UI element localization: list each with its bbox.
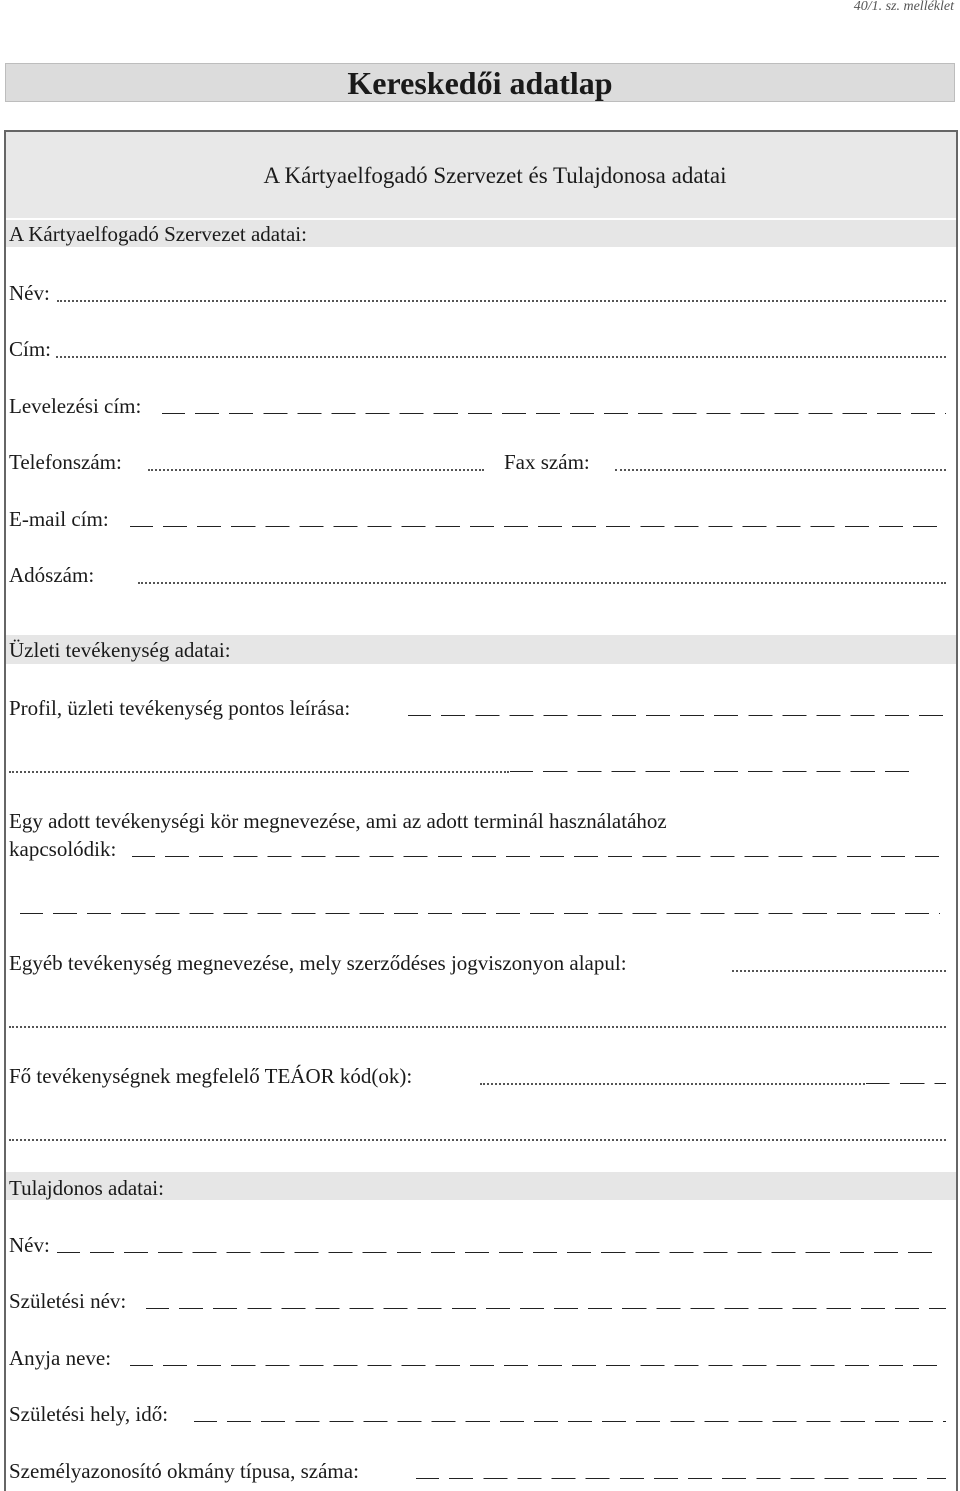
profile-field-line2[interactable] [9,771,509,773]
org-address-field[interactable] [56,356,946,358]
org-section-label: A Kártyaelfogadó Szervezet adatai: [9,222,307,246]
birth-name-field[interactable] [146,1308,946,1309]
phone-label: Telefonszám: [9,450,122,474]
mother-name-label: Anyja neve: [9,1346,112,1370]
terminal-activity-label: Egy adott tevékenységi kör megnevezése, ami az adott terminál használatához [9,809,667,833]
email-label: E-mail cím: [9,507,109,531]
teaor-label: Fő tevékenységnek megfelelő TEÁOR kód(ok): [9,1064,413,1088]
teaor-field-2[interactable] [9,1139,946,1141]
terminal-activity-label-2: kapcsolódik: [9,837,117,861]
profile-field[interactable] [408,715,946,716]
owner-section-label: Tulajdonos adatai: [9,1176,164,1200]
owner-name-field[interactable] [57,1252,940,1253]
id-document-field[interactable] [416,1478,946,1479]
org-name-label: Név: [9,281,50,305]
mail-address-label: Levelezési cím: [9,394,142,418]
fax-field[interactable] [615,469,946,471]
profile-label: Profil, üzleti tevékenység pontos leírása: [9,696,351,720]
email-field[interactable] [130,526,946,527]
teaor-field[interactable] [480,1083,865,1085]
org-address-label: Cím: [9,337,52,361]
profile-field-line2b[interactable] [510,771,910,772]
page-title: Kereskedői adatlap [347,65,613,101]
terminal-activity-field-2[interactable] [20,913,940,914]
birth-place-date-label: Születési hely, idő: [9,1402,169,1426]
other-activity-field-2[interactable] [9,1026,946,1028]
org-name-field[interactable] [57,300,946,302]
teaor-field-b[interactable] [866,1083,946,1084]
business-section-label: Üzleti tevékenység adatai: [9,638,231,662]
other-activity-field[interactable] [732,970,946,972]
phone-field[interactable] [148,469,484,471]
birth-name-label: Születési név: [9,1289,127,1313]
tax-number-field[interactable] [138,582,946,584]
mail-address-field[interactable] [162,413,946,414]
section-heading: A Kártyaelfogadó Szervezet és Tulajdonosa adatai [263,163,727,188]
owner-name-label: Név: [9,1233,50,1257]
annex-label: 40/1. sz. melléklet [853,0,954,14]
tax-number-label: Adószám: [9,563,95,587]
terminal-activity-field[interactable] [132,856,940,857]
other-activity-label: Egyéb tevékenység megnevezése, mely szerződéses jogviszonyon alapul: [9,951,627,975]
id-document-label: Személyazonosító okmány típusa, száma: [9,1459,359,1483]
fax-label: Fax szám: [504,450,590,474]
birth-place-date-field[interactable] [194,1421,946,1422]
mother-name-field[interactable] [130,1365,946,1366]
